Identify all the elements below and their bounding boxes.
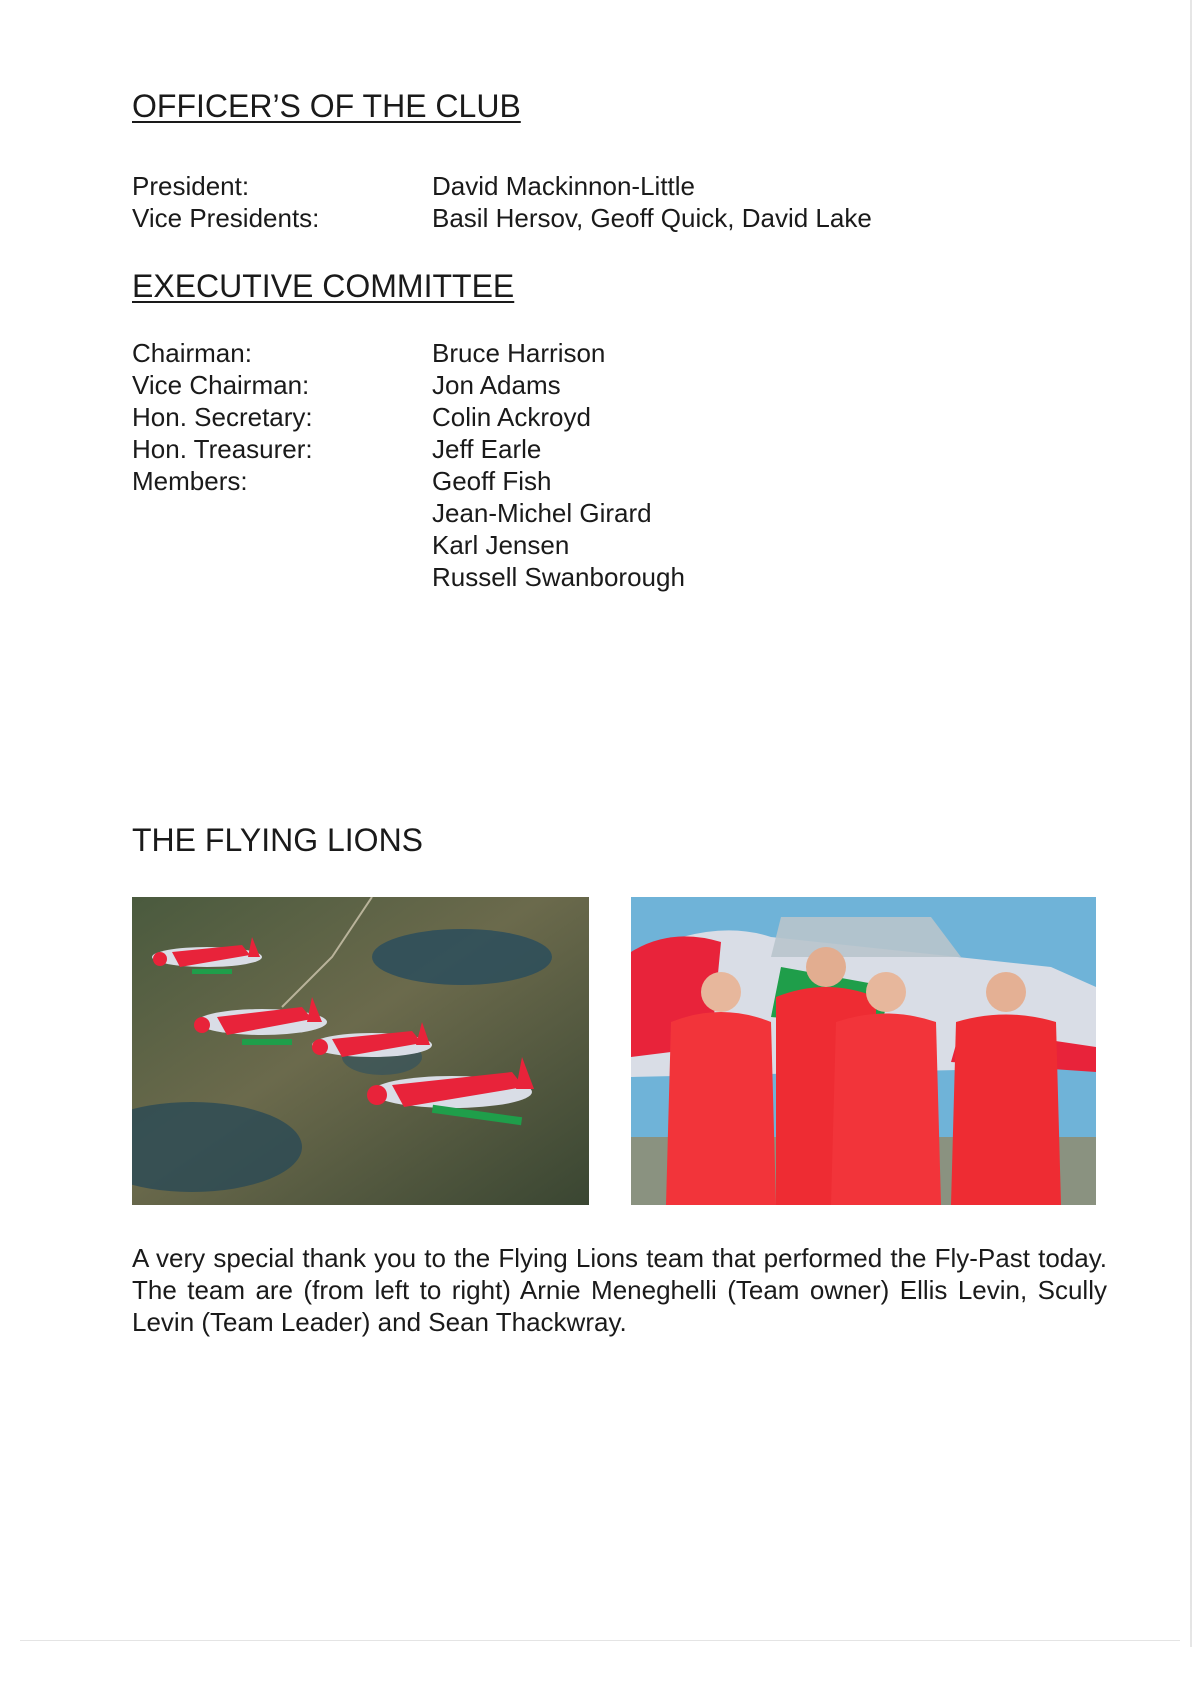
committee-name: Russell Swanborough bbox=[432, 562, 685, 592]
committee-name: Jon Adams bbox=[432, 370, 561, 400]
committee-label: Chairman: bbox=[132, 338, 252, 368]
page-edge bbox=[1190, 0, 1192, 1647]
committee-row bbox=[132, 433, 1112, 465]
committee-name: Bruce Harrison bbox=[432, 338, 606, 368]
committee-name: Colin Ackroyd bbox=[432, 402, 591, 432]
officer-label: President: bbox=[132, 171, 250, 201]
committee-row bbox=[132, 497, 1112, 529]
officer-name: David Mackinnon-Little bbox=[432, 171, 696, 201]
committee-name: Jean-Michel Girard bbox=[432, 498, 652, 528]
committee-row bbox=[132, 401, 1112, 433]
committee-label: Vice Chairman: bbox=[132, 370, 310, 400]
flying-lions-heading: THE FLYING LIONS bbox=[132, 822, 424, 858]
committee-row bbox=[132, 529, 1112, 561]
formation-flight-photo bbox=[132, 897, 589, 1205]
committee-label bbox=[132, 497, 432, 529]
committee-label bbox=[132, 529, 432, 561]
formation-flight-image bbox=[132, 897, 589, 1205]
committee-label bbox=[132, 561, 432, 593]
committee-row bbox=[132, 337, 1112, 369]
officers-list bbox=[132, 170, 1112, 234]
committee-name: Geoff Fish bbox=[432, 466, 552, 496]
committee-label: Hon. Secretary: bbox=[132, 402, 313, 432]
officer-row bbox=[132, 170, 1112, 202]
officer-row bbox=[132, 202, 1112, 234]
committee-name: Jeff Earle bbox=[432, 434, 542, 464]
executive-heading: EXECUTIVE COMMITTEE bbox=[132, 268, 515, 304]
committee-row bbox=[132, 465, 1112, 497]
executive-list bbox=[132, 337, 1112, 593]
committee-label: Members: bbox=[132, 466, 248, 496]
committee-row bbox=[132, 369, 1112, 401]
pilots-image bbox=[631, 897, 1096, 1205]
officers-heading: OFFICER’S OF THE CLUB bbox=[132, 88, 521, 124]
page-bottom-edge bbox=[20, 1640, 1180, 1641]
officer-label: Vice Presidents: bbox=[132, 203, 320, 233]
pilots-photo bbox=[631, 897, 1096, 1205]
committee-label: Hon. Treasurer: bbox=[132, 434, 313, 464]
committee-row bbox=[132, 561, 1112, 593]
flying-lions-caption: A very special thank you to the Flying Lions team that performed the Fly-Past today. The team are (from left to right) Arnie Meneghelli (Team owner) Ellis Levin, Scully Levin (Team Leader) and Sean Thackwray. bbox=[132, 1243, 1107, 1337]
officer-name: Basil Hersov, Geoff Quick, David Lake bbox=[432, 203, 872, 233]
committee-name: Karl Jensen bbox=[432, 530, 570, 560]
